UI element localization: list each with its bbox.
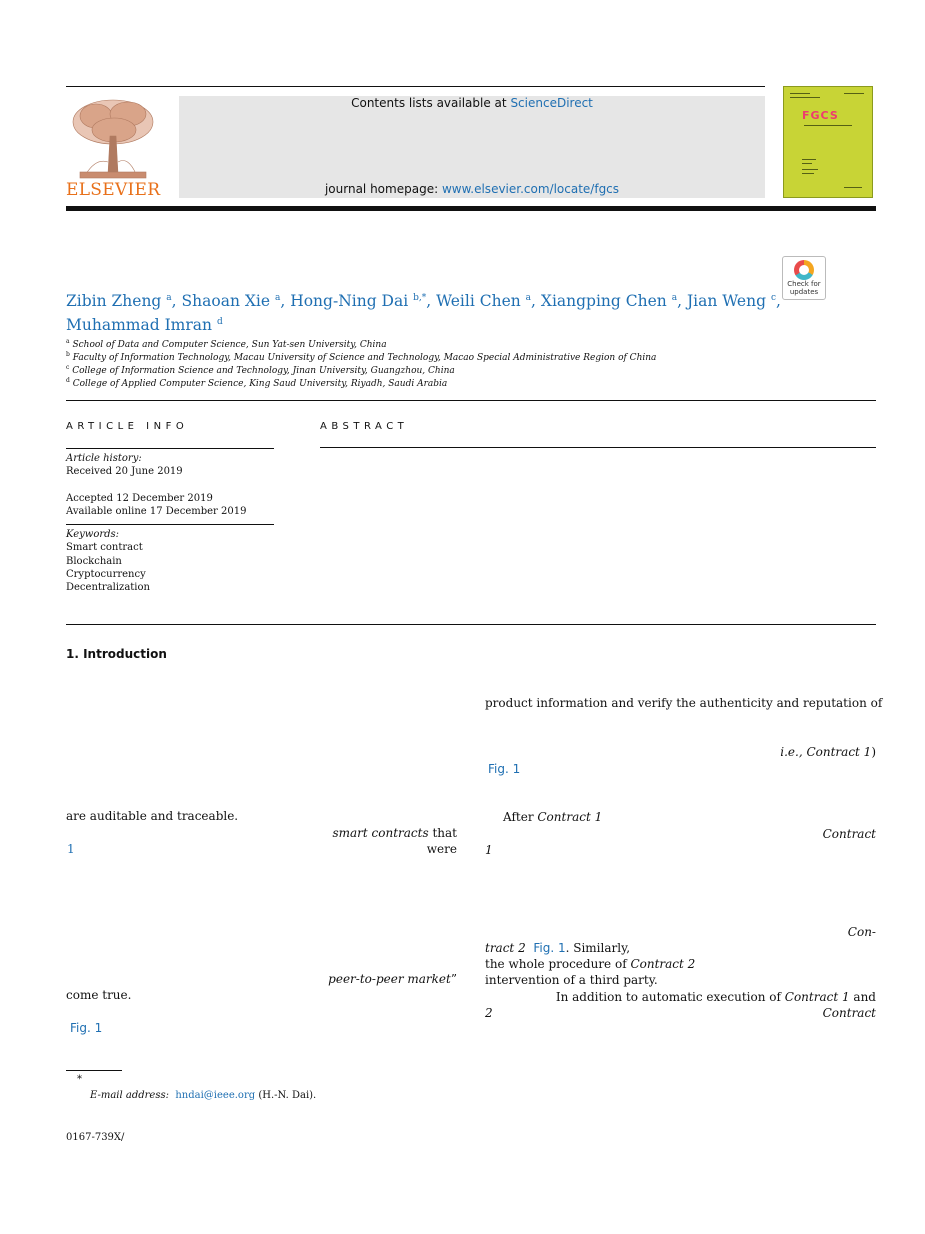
contents-prefix: Contents lists available at bbox=[351, 96, 511, 110]
author[interactable]: Hong-Ning Dai $^{b,*}$ bbox=[290, 292, 427, 311]
history-label: Article history: bbox=[66, 453, 142, 464]
tree-icon bbox=[66, 96, 160, 182]
affiliation: $^d$ College of Applied Computer Science, King Saud University, Riyadh, Saudi Arabia bbox=[66, 377, 448, 389]
author[interactable]: Shaoan Xie $^a$ bbox=[181, 292, 281, 311]
top-rule bbox=[66, 86, 765, 87]
author[interactable]: Weili Chen $^a$ bbox=[436, 292, 532, 311]
author[interactable]: Xiangping Chen $^a$ bbox=[540, 292, 678, 311]
keyword: Smart contract bbox=[66, 542, 143, 554]
keyword: Cryptocurrency bbox=[66, 568, 146, 580]
reference-link[interactable]: 1 bbox=[67, 842, 75, 856]
article-info-rule bbox=[66, 448, 274, 449]
body-text: tract 2 Fig. 1. Similarly, bbox=[485, 941, 631, 955]
journal-homepage-link[interactable]: www.elsevier.com/locate/fgcs bbox=[441, 182, 620, 196]
keywords bbox=[66, 528, 276, 594]
body-text: Con- bbox=[847, 925, 876, 939]
figure-link[interactable]: Fig. 1 bbox=[488, 762, 521, 776]
issn: 0167-739X/ bbox=[66, 1132, 125, 1143]
check-for-updates-badge[interactable] bbox=[782, 256, 826, 300]
article-info-heading: ARTICLE INFO bbox=[66, 421, 189, 432]
body-text: 1 bbox=[485, 843, 493, 857]
journal-banner bbox=[179, 96, 765, 198]
abstract-rule bbox=[320, 447, 876, 448]
contents-line bbox=[179, 96, 765, 110]
body-text: peer-to-peer market” bbox=[328, 972, 457, 986]
email-link[interactable]: hndai@ieee.org bbox=[175, 1090, 256, 1101]
journal-cover[interactable] bbox=[783, 86, 873, 198]
keywords-label: Keywords: bbox=[66, 529, 120, 540]
body-text: are auditable and traceable. bbox=[66, 809, 239, 823]
author[interactable]: Jian Weng $^c$ bbox=[686, 292, 776, 311]
elsevier-logo bbox=[66, 96, 160, 200]
body-text: the whole procedure of Contract 2 bbox=[485, 957, 696, 971]
body-text: 2 bbox=[485, 1006, 493, 1020]
cover-title: FGCS bbox=[802, 109, 839, 122]
online-date: Available online 17 December 2019 bbox=[66, 505, 247, 517]
author-list: Zibin Zheng $^a$, Shaoan Xie $^a$, Hong-Ning Dai $^{b,*}$, Weili Chen $^a$, Xiangping Chen $^a$, Jian Weng $^c$, Muhammad Imran $^d$ bbox=[66, 292, 781, 335]
accepted-date: Accepted 12 December 2019 bbox=[66, 492, 213, 504]
figure-link[interactable]: Fig. 1 bbox=[533, 941, 566, 955]
publisher-name[interactable]: ELSEVIER bbox=[66, 180, 161, 200]
header-thick-rule bbox=[66, 206, 876, 211]
body-text: intervention of a third party. bbox=[485, 973, 658, 987]
check-updates-label: Check for updates bbox=[787, 280, 821, 296]
abstract-heading: ABSTRACT bbox=[320, 421, 409, 432]
footnote-star: * bbox=[77, 1074, 82, 1085]
body-text: smart contracts that were bbox=[332, 826, 457, 857]
homepage-line bbox=[179, 182, 765, 196]
affiliation: $^c$ College of Information Science and Technology, Jinan University, Guangzhou, China bbox=[66, 364, 455, 376]
received-date: Received 20 June 2019 bbox=[66, 466, 183, 478]
body-text: i.e., Contract 1) bbox=[780, 745, 876, 759]
affiliation: $^b$ Faculty of Information Technology, Macau University of Science and Technology, Macao Special Administrative Region of China bbox=[66, 351, 657, 363]
keyword: Blockchain bbox=[66, 555, 122, 567]
body-text: Contract bbox=[822, 827, 876, 841]
homepage-prefix: journal homepage: bbox=[324, 182, 442, 196]
sciencedirect-link[interactable]: ScienceDirect bbox=[510, 96, 593, 110]
affiliation: $^a$ School of Data and Computer Science, Sun Yat-sen University, China bbox=[66, 338, 387, 350]
figure-link[interactable]: Fig. 1 bbox=[70, 1021, 103, 1035]
updates-icon bbox=[794, 260, 814, 280]
body-text: come true. bbox=[66, 988, 132, 1002]
author[interactable]: Muhammad Imran $^d$ bbox=[66, 316, 223, 335]
body-text: In addition to automatic execution of Contract 1 and Contract bbox=[555, 990, 876, 1021]
body-text: After Contract 1 bbox=[503, 810, 603, 824]
article-history bbox=[66, 452, 276, 518]
intro-heading: 1. Introduction bbox=[66, 647, 167, 661]
section-rule bbox=[66, 400, 876, 401]
keywords-rule bbox=[66, 524, 274, 525]
author[interactable]: Zibin Zheng $^a$ bbox=[66, 292, 172, 311]
intro-rule bbox=[66, 624, 876, 625]
body-text: product information and verify the authenticity and reputation of bbox=[485, 696, 883, 710]
footnote-rule bbox=[66, 1070, 122, 1071]
footnote-email: E-mail address: hndai@ieee.org (H.-N. Dai). bbox=[90, 1090, 317, 1101]
keyword: Decentralization bbox=[66, 582, 150, 594]
